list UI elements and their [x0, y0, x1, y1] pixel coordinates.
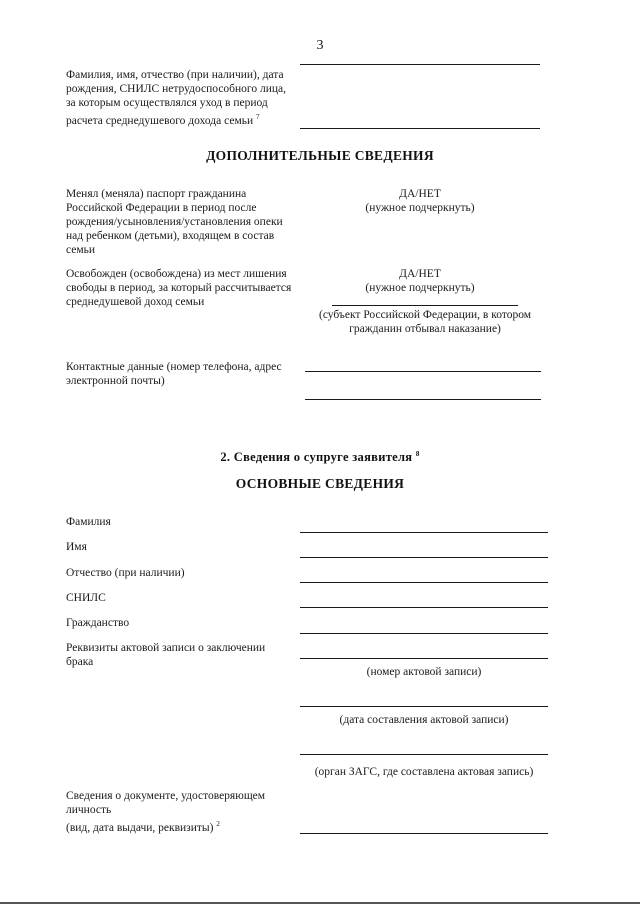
surname-field-line[interactable] — [300, 532, 548, 533]
prison-answer[interactable]: ДА/НЕТ — [399, 268, 441, 280]
citizenship-field-line[interactable] — [300, 633, 548, 634]
contacts-label: Контактные данные (номер телефона, адрес электронной почты) — [66, 361, 282, 387]
disabled-person-label: Фамилия, имя, отчество (при наличии), дата рождения, СНИЛС нетрудоспособного лица, за которым осуществлялся уход в период расчета среднедушевого дохода семьи $^7$ — [66, 69, 287, 127]
spouse-section-title: 2. Сведения о супруге заявителя $^8$ — [220, 450, 420, 465]
footnote-ref: 7 — [256, 113, 260, 121]
snils-label: СНИЛС — [66, 592, 106, 604]
passport-hint: (нужное подчеркнуть) — [365, 202, 475, 214]
record-office-field-line[interactable] — [300, 754, 548, 755]
disabled-person-field-line-2[interactable] — [300, 128, 540, 129]
prison-question: Освобожден (освобождена) из мест лишения свободы в период, за который рассчитывается среднедушевой доход семьи — [66, 268, 292, 308]
footnote-ref: 2 — [216, 820, 220, 828]
contacts-field-line-2[interactable] — [305, 399, 541, 400]
name-label: Имя — [66, 541, 87, 553]
id-document-details-label: (вид, дата выдачи, реквизиты) $^2$ — [66, 820, 220, 834]
passport-question: Менял (меняла) паспорт гражданина Российской Федерации в период после рождения/усыновления/установления опеки над ребенком (детьми), входящем в состав семьи — [66, 188, 283, 256]
passport-answer[interactable]: ДА/НЕТ — [399, 188, 441, 200]
page-bottom-edge — [0, 902, 640, 904]
record-office-caption: (орган ЗАГС, где составлена актовая запись) — [314, 766, 534, 778]
record-number-caption: (номер актовой записи) — [366, 666, 482, 678]
prison-subject-caption: (субъект Российской Федерации, в котором гражданин отбывал наказание) — [318, 309, 532, 335]
surname-label: Фамилия — [66, 516, 111, 528]
page-number: 3 — [316, 38, 324, 53]
prison-hint: (нужное подчеркнуть) — [365, 282, 475, 294]
marriage-record-label: Реквизиты актовой записи о заключении брака — [66, 642, 266, 668]
spouse-main-heading: ОСНОВНЫЕ СВЕДЕНИЯ — [235, 476, 405, 491]
patronymic-label: Отчество (при наличии) — [66, 567, 185, 579]
patronymic-field-line[interactable] — [300, 582, 548, 583]
disabled-person-field-line-1[interactable] — [300, 64, 540, 65]
id-document-label: Сведения о документе, удостоверяющем личность — [66, 790, 266, 816]
id-document-field-line[interactable] — [300, 833, 548, 834]
contacts-field-line-1[interactable] — [305, 371, 541, 372]
record-date-caption: (дата составления актовой записи) — [339, 714, 509, 726]
citizenship-label: Гражданство — [66, 617, 130, 629]
extra-heading: ДОПОЛНИТЕЛЬНЫЕ СВЕДЕНИЯ — [206, 148, 434, 163]
footnote-ref: 8 — [415, 450, 420, 458]
record-date-field-line[interactable] — [300, 706, 548, 707]
prison-subject-field-line[interactable] — [332, 305, 518, 306]
record-number-field-line[interactable] — [300, 658, 548, 659]
name-field-line[interactable] — [300, 557, 548, 558]
snils-field-line[interactable] — [300, 607, 548, 608]
